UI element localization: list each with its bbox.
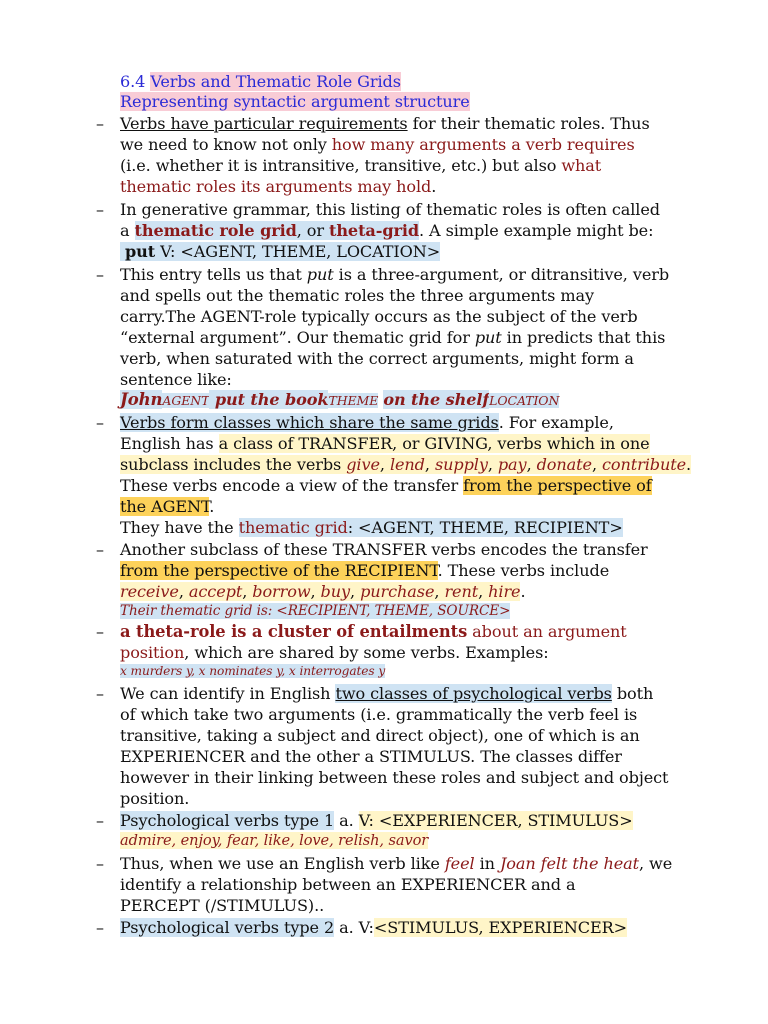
examples-text: x murders y, x nominates y, x interrogates y xyxy=(120,664,386,678)
verb: donate xyxy=(536,455,592,474)
text: , or xyxy=(296,221,329,240)
text: , which are shared by some verbs. Examples: xyxy=(184,643,549,662)
bullet-4-underlined: Verbs form classes which share the same grids xyxy=(120,413,499,432)
example-text: Joan felt the heat xyxy=(499,854,639,873)
text: in xyxy=(474,854,500,873)
bullet-3-line-2 xyxy=(120,285,594,306)
bullet-3-line-3 xyxy=(120,306,638,327)
bullet-9-line-1 xyxy=(120,853,672,874)
bullet-dash: – xyxy=(96,684,104,703)
bullet-8-line-1 xyxy=(120,810,633,831)
bullet-7-line-3 xyxy=(120,725,640,746)
highlight-text: the AGENT xyxy=(120,497,210,516)
bullet-3-line-1 xyxy=(120,264,669,285)
text: PERCEPT (/STIMULUS).. xyxy=(120,896,325,915)
bullet-5-line-2 xyxy=(120,560,609,581)
text: sentence like: xyxy=(120,370,232,389)
bullet-1-line-3 xyxy=(120,155,601,176)
section-title: Verbs and Thematic Role Grids xyxy=(150,72,401,91)
grid-text: : <AGENT, THEME, RECIPIENT> xyxy=(347,518,623,537)
bullet-10-line-1 xyxy=(120,917,627,938)
highlight-text: from the perspective of the RECIPIENT xyxy=(120,561,438,580)
text: transitive, taking a subject and direct object), one of which is an xyxy=(120,726,640,745)
verb: lend xyxy=(389,455,425,474)
text: . A simple example might be: xyxy=(419,221,654,240)
highlight-text: Psychological verbs type 2 xyxy=(120,918,335,937)
verbs-text: admire, enjoy, fear, like, love, relish, savor xyxy=(120,832,429,849)
verb: feel xyxy=(444,854,475,873)
text: EXPERIENCER and the other a STIMULUS. The classes differ xyxy=(120,747,622,766)
highlight-text: what xyxy=(561,156,602,175)
verb: purchase xyxy=(360,582,435,601)
highlight-text: from the perspective of xyxy=(463,476,652,495)
ex-location: LOCATION xyxy=(489,393,560,408)
verb: rent xyxy=(444,582,479,601)
verb: borrow xyxy=(252,582,311,601)
bullet-1-underlined: Verbs have particular requirements xyxy=(120,114,408,133)
bullet-2-grid xyxy=(120,241,440,262)
text: however in their linking between these roles and subject and object xyxy=(120,768,669,787)
theta-term: thematic role grid xyxy=(134,221,297,240)
grid-text: V: <AGENT, THEME, LOCATION> xyxy=(155,242,441,261)
verb: pay xyxy=(497,455,527,474)
example-sentence xyxy=(120,389,559,410)
text: a xyxy=(120,221,135,240)
text: carry.The AGENT-role typically occurs as the subject of the verb xyxy=(120,307,638,326)
text: both xyxy=(611,684,654,703)
text: They have the xyxy=(120,518,239,537)
bullet-5-line-1 xyxy=(120,539,648,560)
section-number: 6.4 xyxy=(120,72,146,91)
bullet-4-line-2 xyxy=(120,433,650,454)
bullet-8-verbs xyxy=(120,830,428,849)
section-subtitle-line xyxy=(120,91,470,112)
grid-text: <STIMULUS, EXPERIENCER> xyxy=(373,918,628,937)
verb: give xyxy=(346,455,380,474)
text: These verbs encode a view of the transfer xyxy=(120,476,464,495)
text: . These verbs include xyxy=(437,561,610,580)
bullet-9-line-3 xyxy=(120,895,324,916)
text: identify a relationship between an EXPERIENCER and a xyxy=(120,875,576,894)
text: . xyxy=(209,497,215,516)
bullet-5-line-3: receive, accept, borrow, buy, purchase, rent, hire. xyxy=(120,582,526,601)
bullet-1-line-4 xyxy=(120,176,436,197)
bullet-4-line-6 xyxy=(120,517,623,538)
text: English has xyxy=(120,434,219,453)
highlight-text: thematic roles its arguments may hold xyxy=(120,177,432,196)
bullet-dash: – xyxy=(96,854,104,873)
text: Another subclass of these TRANSFER verbs encodes the transfer xyxy=(120,540,648,559)
grid-text: Their thematic grid is: <RECIPIENT, THEME, SOURCE> xyxy=(120,603,511,619)
text: , we xyxy=(639,854,673,873)
text: Thus, when we use an English verb like xyxy=(120,854,445,873)
highlight-text: how many arguments a verb requires xyxy=(331,135,635,154)
text: of which take two arguments (i.e. grammatically the verb feel is xyxy=(120,705,638,724)
bullet-dash: – xyxy=(96,918,104,937)
bullet-dash: – xyxy=(96,811,104,830)
ex-put: put the book xyxy=(209,390,329,409)
bullet-4-line-1 xyxy=(120,412,614,433)
text: a. xyxy=(334,811,359,830)
bullet-dash: – xyxy=(96,265,104,284)
bullet-6-line-2 xyxy=(120,642,549,663)
text: we need to know not only xyxy=(120,135,332,154)
bullet-4-line-5 xyxy=(120,496,214,517)
highlight-text: which in one xyxy=(541,434,650,453)
highlight-text: position xyxy=(120,643,185,662)
bullet-7-line-2 xyxy=(120,704,637,725)
text: This entry tells us that xyxy=(120,265,307,284)
verb-put: put xyxy=(474,328,502,347)
bullet-3-line-4 xyxy=(120,327,665,348)
highlight-text: about an argument xyxy=(467,622,627,641)
verb: contribute xyxy=(602,455,687,474)
text: subclass includes the verbs xyxy=(120,455,347,474)
highlight-text: thematic grid xyxy=(238,518,348,537)
bullet-4-line-4 xyxy=(120,475,652,496)
bullet-6-examples xyxy=(120,661,385,679)
section-subtitle: Representing syntactic argument structure xyxy=(120,92,470,111)
text: a. V: xyxy=(334,918,374,937)
bullet-6-line-1 xyxy=(120,621,627,642)
bullet-3-line-6 xyxy=(120,369,232,390)
bullet-5-grid xyxy=(120,600,510,619)
bullet-2-line-1 xyxy=(120,199,660,220)
text: for their thematic roles. Thus xyxy=(407,114,650,133)
text: . xyxy=(431,177,437,196)
verb-put: put xyxy=(306,265,334,284)
text: is a three-argument, or ditransitive, verb xyxy=(333,265,670,284)
verb: supply xyxy=(434,455,488,474)
bullet-7-line-5 xyxy=(120,767,668,788)
verb: accept xyxy=(188,582,243,601)
bullet-dash: – xyxy=(96,114,104,133)
bullet-dash: – xyxy=(96,413,104,432)
bullet-3-line-5 xyxy=(120,348,634,369)
verb: receive xyxy=(120,582,179,601)
bullet-7-line-4 xyxy=(120,746,622,767)
grid-text: V: <EXPERIENCER, STIMULUS> xyxy=(358,811,633,830)
verb: hire xyxy=(488,582,521,601)
text: We can identify in English xyxy=(120,684,336,703)
text: verb, when saturated with the correct arguments, might form a xyxy=(120,349,634,368)
ex-agent: AGENT xyxy=(162,393,210,408)
bullet-dash: – xyxy=(96,622,104,641)
text: in predicts that this xyxy=(501,328,666,347)
ex-theme: THEME xyxy=(328,393,379,408)
bold-term: a theta-role is a cluster of entailments xyxy=(120,622,468,641)
bullet-7-line-6 xyxy=(120,788,189,809)
text: “external argument”. Our thematic grid for xyxy=(120,328,475,347)
highlight-text: Psychological verbs type 1 xyxy=(120,811,335,830)
text: position. xyxy=(120,789,190,808)
bullet-7-line-1 xyxy=(120,683,653,704)
text: . For example, xyxy=(498,413,614,432)
bullet-1-line-2 xyxy=(120,134,635,155)
underlined-text: two classes of psychological verbs xyxy=(335,684,612,703)
bullet-9-line-2 xyxy=(120,874,575,895)
text: (i.e. whether it is intransitive, transitive, etc.) but also xyxy=(120,156,562,175)
section-heading xyxy=(120,71,401,92)
bullet-dash: – xyxy=(96,200,104,219)
bullet-dash: – xyxy=(96,540,104,559)
bullet-4-line-3: subclass includes the verbs give, lend, supply, pay, donate, contribute. xyxy=(120,455,692,474)
text: In generative grammar, this listing of thematic roles is often called xyxy=(120,200,660,219)
ex-john: John xyxy=(120,390,163,409)
ex-shelf: on the shelf xyxy=(383,390,490,409)
text: and spells out the thematic roles the three arguments may xyxy=(120,286,594,305)
theta-term: theta-grid xyxy=(329,221,420,240)
verb: buy xyxy=(320,582,351,601)
highlight-text: a class of TRANSFER, or GIVING, verbs xyxy=(218,434,542,453)
bullet-1-line-1 xyxy=(120,113,650,134)
verb-put: put xyxy=(125,242,156,261)
bullet-2-line-2 xyxy=(120,220,653,241)
